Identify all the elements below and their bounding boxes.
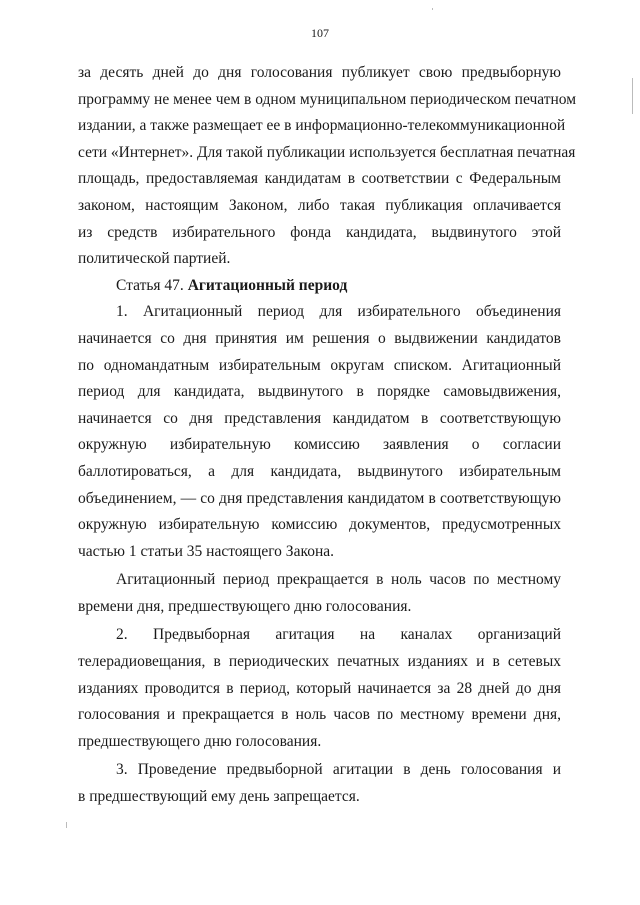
paragraph-3 — [78, 757, 561, 810]
text-line: начинается со дня принятия им решения о выдвижении кандидатов — [78, 329, 561, 347]
text-line: программу не менее чем в одном муниципальном периодическом печатном — [78, 90, 577, 108]
text-line: 1. Агитационный период для избирательного объединения — [116, 303, 561, 321]
article-title: Агитационный период — [187, 276, 348, 294]
text-line: окружную избирательную комиссию документов, предусмотренных — [78, 516, 561, 534]
text-line: политической партией. — [78, 250, 231, 268]
scan-mark — [632, 78, 633, 114]
text-line: голосования и прекращается в ноль часов по местному времени дня, — [78, 706, 561, 724]
text-line: площадь, предоставляемая кандидатам в соответствии с Федеральным — [78, 170, 561, 188]
text-line: законом, настоящим Законом, либо такая публикация оплачивается — [78, 196, 561, 214]
text-line: окружную избирательную комиссию заявления о согласии — [78, 436, 561, 454]
page-number: 107 — [311, 26, 329, 40]
text-line: из средств избирательного фонда кандидата, выдвинутого этой — [78, 223, 561, 241]
paragraph-period-end — [78, 567, 561, 620]
text-line: начинается со дня представления кандидатом в соответствующую — [78, 409, 561, 427]
text-line: Агитационный период прекращается в ноль часов по местному — [116, 571, 561, 589]
scan-mark — [66, 822, 67, 828]
text-line: предшествующего дню голосования. — [78, 732, 322, 750]
text-line: 3. Проведение предвыборной агитации в день голосования и — [116, 761, 561, 779]
article-heading — [78, 273, 561, 300]
text-line: за десять дней до дня голосования публикует свою предвыборную — [78, 64, 561, 81]
text-line: период для кандидата, выдвинутого в порядке самовыдвижения, — [78, 383, 561, 401]
text-line: изданиях проводится в период, который начинается за 28 дней до дня — [78, 679, 561, 697]
text-line: баллотироваться, а для кандидата, выдвинутого избирательным — [78, 462, 561, 480]
text-line: сети «Интернет». Для такой публикации используется бесплатная печатная — [78, 143, 576, 161]
text-line: объединением, — со дня представления кандидатом в соответствующую — [78, 489, 561, 507]
text-line: времени дня, предшествующего дню голосования. — [78, 597, 412, 615]
text-line: 2. Предвыборная агитация на каналах организаций — [116, 626, 561, 644]
paragraph-1 — [78, 299, 561, 565]
text-line: издании, а также размещает ее в информационно-телекоммуникационной — [78, 117, 566, 135]
text-line: по одномандатным избирательным округам списком. Агитационный — [78, 356, 561, 374]
text-line: в предшествующий ему день запрещается. — [78, 788, 360, 806]
document-body — [78, 60, 577, 811]
paragraph-continuation — [78, 60, 577, 273]
scan-mark — [432, 8, 433, 10]
paragraph-2 — [78, 622, 561, 755]
article-number: Статья 47. — [116, 276, 188, 294]
text-line: частью 1 статьи 35 настоящего Закона. — [78, 542, 334, 560]
text-line: телерадиовещания, в периодических печатных изданиях и в сетевых — [78, 653, 561, 671]
